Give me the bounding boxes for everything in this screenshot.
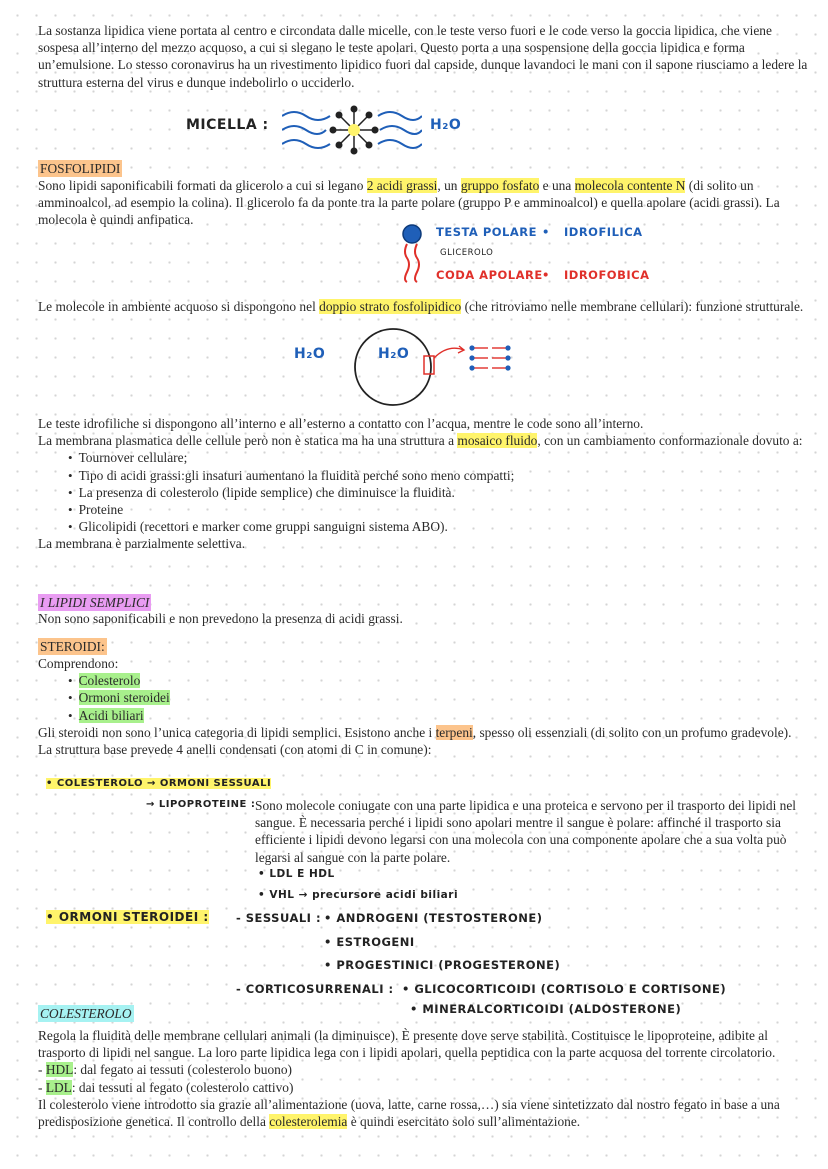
idrofobica-label: IDROFOBICA [564,268,650,282]
list-item: • Glicolipidi (recettori e marker come gruppi sanguigni sistema ABO). [68,518,808,535]
note-lipoproteine-label: → LIPOPROTEINE : [146,799,256,810]
lipidi-semplici-text: Non sono saponificabili e non prevedono la presenza di acidi grassi. [38,611,403,626]
idrofobica-dot: • [542,268,550,282]
note-progestinici: • PROGESTINICI (PROGESTERONE) [324,958,561,972]
steroidi-list [38,672,808,724]
note-androgeni: • ANDROGENI (TESTOSTERONE) [324,911,543,925]
highlight-colesterolemia: colesterolemia [269,1114,348,1130]
fluidity-factors-list [38,449,808,535]
glicerolo-label: GLICEROLO [440,248,494,258]
note-vhl: • VHL → precursore acidi biliari [258,889,459,901]
testa-polare-label: TESTA POLARE [436,225,537,239]
list-item: • Colesterolo [68,672,808,689]
intro-text: La sostanza lipidica viene portata al centro e circondata dalle micelle, con le teste verso fuori e le code verso la goccia lipidica, che viene sospesa all’interno del mezzo acquoso, a cui si slegano le teste apolari. Questo porta a una sospensione della goccia lipidica e forma un’emulsione. Lo stesso coronavirus ha un rivestimento lipidico fuori dal capside, dunque lavandoci le mani con il sapone riusciamo a ledere la struttura esterna del virus e dunque indebolirlo o ucciderlo. [38,23,808,90]
fosfolipidi-membrane-text: Le teste idrofiliche si dispongono all’interno e all’esterno a contatto con l’acqua, mentre le code sono all’interno. La membrana plasmatica delle cellule però non è statica ma ha una struttura a mosaico fluido, con un cambiamento conformazionale dovuto a: • Tournover cellulare; • Tipo di acidi grassi:gli insaturi aumentano la fluidità perché sono meno compatti; • La presenza di colesterolo (lipide semplice) che diminuisce la fluidità. • Proteine • Glicolipidi (recettori e marker come gruppi sanguigni sistema ABO). La membrana è parzialmente selettiva. [38,415,808,553]
list-item: • La presenza di colesterolo (lipide semplice) che diminuisce la fluidità. [68,484,808,501]
steroidi-title: STEROIDI: [40,639,105,654]
coda-apolare-label: CODA APOLARE [436,268,543,282]
hdl-line: - HDL: dal fegato ai tessuti (colesterolo buono) [38,1062,292,1078]
note-glicocorticoidi: • GLICOCORTICOIDI (CORTISOLO E CORTISONE) [402,982,727,996]
micelle-drawing [282,104,422,156]
highlight-doppio-strato: doppio strato fosfolipidico [319,299,462,314]
note-corticosurrenali: - CORTICOSURRENALI : [236,982,394,996]
list-item: • Acidi biliari [68,707,808,724]
steroidi-block: Comprendono: • Colesterolo • Ormoni steroidei • Acidi biliari Gli steroidi non sono l’unica categoria di lipidi semplici. Esistono anche i terpeni, spesso oli essenziali (di solito con un profumo gradevole). La struttura base prevede 4 anelli condensati (con atomi di C in comune): [38,655,808,758]
highlight-acidi-grassi: 2 acidi grassi [366,178,438,193]
idrofilica-label: IDROFILICA [564,225,643,239]
idrofilica-dot: • [542,225,550,239]
cell-inner-water: H₂O [378,346,410,362]
micelle-water-label: H₂O [430,117,462,133]
fosfolipidi-p2: Le molecole in ambiente acquoso si dispongono nel doppio strato fosfolipidico (che ritroviamo nelle membrane cellulari): funzione strutturale. [38,299,804,314]
note-ormoni-steroidei: • ORMONI STEROIDEI : [46,910,209,924]
note-ldl-hdl: • LDL E HDL [258,868,335,880]
cell-outer-water: H₂O [294,346,326,362]
highlight-molecola-n: molecola contente N [574,178,686,193]
list-item: • Tournover cellulare; [68,449,808,466]
lipidi-semplici-title: I LIPIDI SEMPLICI [40,595,150,610]
note-sessuali: - SESSUALI : [236,911,322,925]
highlight-mosaico-fluido: mosaico fluido [457,433,538,449]
fosfolipidi-title: FOSFOLIPIDI [40,161,121,176]
micelle-label: MICELLA : [186,117,269,133]
list-item: • Tipo di acidi grassi:gli insaturi aumentano la fluidità perché sono meno compatti; [68,467,808,484]
colesterolo-title: COLESTEROLO [40,1006,132,1021]
highlight-gruppo-fosfato: gruppo fosfato [460,178,540,193]
note-mineralcorticoidi: • MINERALCORTICOIDI (ALDOSTERONE) [410,1002,682,1016]
ldl-line: - LDL: dai tessuti al fegato (colesterolo cattivo) [38,1079,294,1095]
fosfolipidi-p1: Sono lipidi saponificabili formati da glicerolo a cui si legano 2 acidi grassi, un gruppo fosfato e una molecola contente N (di solito un amminoalcol, ad esempio la colina). Il glicerolo fa da ponte tra la parte polare (gruppo P e amminoalcol) e quella apolare (acidi grassi). La molecola è quindi anfipatica. [38,178,780,228]
phospholipid-drawing [398,222,438,284]
note-lipoproteine-text: Sono molecole coniugate con una parte lipidica e una proteica e servono per il trasporto dei lipidi nel sangue. È necessaria perché i lipidi sono apolari mentre il sangue è polare: affinché il trasporto sia efficiente i lipidi devono legarsi con una molecola con una componente apolare che a sua volta può legarsi al sangue con la parte polare. [255,798,797,865]
highlight-terpeni: terpeni [435,724,473,740]
list-item: • Ormoni steroidei [68,689,808,706]
intro-paragraph [38,22,808,91]
note-colesterolo: • COLESTEROLO → ORMONI SESSUALI [46,778,272,789]
list-item: • Proteine [68,501,808,518]
colesterolo-block: Regola la fluidità delle membrane cellulari animali (la diminuisce). È presente dove serve stabilità. Costituisce le lipoproteine, adibite al trasporto di lipidi nel sangue. La loro parte lipidica lega con i lipidi apolari, quella peptidica con la parte acquosa del torrente circolatorio. - HDL: dal fegato ai tessuti (colesterolo buono) - LDL: dai tessuti al fegato (colesterolo cattivo) Il colesterolo viene introdotto sia grazie all’alimentazione (uova, latte, carne rossa,…) sia viene sintetizzato dal nostro fegato in base a una predisposizione genetica. Il controllo della colesterolemia è quindi esercitato solo sull’alimentazione. [38,1027,808,1130]
cell-membrane-drawing [352,326,522,408]
note-estrogeni: • ESTROGENI [324,935,415,949]
